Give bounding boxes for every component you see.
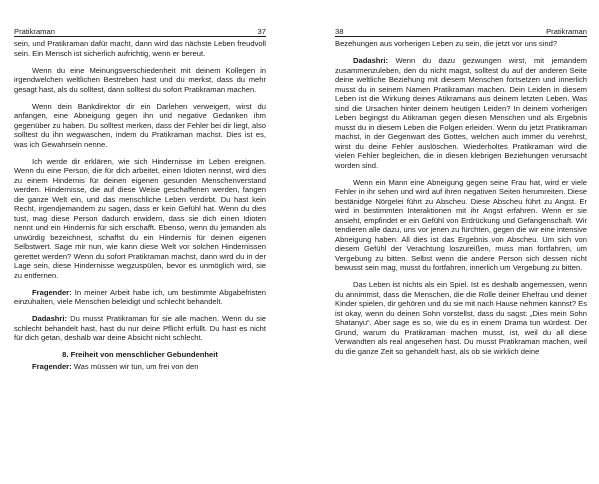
- right-page: [335, 27, 587, 356]
- question-paragraph: [14, 288, 266, 307]
- page-number: 38: [335, 27, 344, 36]
- paragraph: Das Leben ist nichts als ein Spiel. Ist es deshalb angemessen, wenn du annimmst, dass die Menschen, die die Rolle deiner Ehefrau und deiner Kinder spielen, dir gehören und du sie mit nach Hause nehmen kannst? Es ist okay, wenn du deinen Sohn vorstellst, dass du sagst: „Dies mein Sohn Shatanyu“. Aber sage es so, wie du es in einem Drama tun würdest. Der Grund, warum du Pratikraman machen musst, ist, weil du all diese Verwandten als real angesehen hast. Du musst Pratikraman machen, weil du die ganze Zeit so gehandelt hast, als ob sie wirklich deine: [335, 280, 588, 356]
- speaker-label: Dadashri:: [32, 314, 68, 323]
- question-text: In meiner Arbeit habe ich, um bestimmte Abgabefristen einzuhalten, viele Menschen beleidigt und schlecht behandelt.: [14, 287, 266, 306]
- paragraph: Ich werde dir erklären, wie sich Hindernisse im Leben ereignen. Wenn du eine Person, die für dich arbeitet, einen Idioten nennst, wird dies zu einem Hindernis für deinen eigenen gesunden Menschenverstand werden. Hindernisse, die auf diese Weise geschaffenen werden, fangen die ganze Welt ein, und das menschliche Leben verdirbt. Du hast kein Recht, irgendjemandem zu sagen, dass er kein Gefühl hat. Wenn du dies tust, mag diese Person dadurch erwidern, dass sie dich einen Idioten nennt und ein Hindernis für sich erschafft. Ebenso, wenn du jemanden als unwürdig bezeichnest, schaffst du ein Hindernis für deinen eigenen Selbstwert. Sage mir nun, wie kann diese Welt vor solchen Hindernissen gerettet werden? Wenn du sofort Pratikraman machst, dann wird du in der Lage sein, diese Hindernisse wegzuspülen, bevor es unmöglich wird, sie zu entfernen.: [14, 156, 266, 280]
- answer-paragraph: [335, 56, 587, 170]
- answer-text: Du musst Pratikraman für sie alle machen. Wenn du sie schlecht behandelt hast, hast du nur deine Pflicht erfüllt. Du hast es nicht für dich getan, deshalb war deine Absicht nicht schlecht.: [14, 314, 266, 342]
- paragraph: Wenn dein Bankdirektor dir ein Darlehen verweigert, wirst du anfangen, eine Abneigung gegen ihn und negative Gedanken ihm gegenüber zu haben. Du solltest merken, dass der Fehler bei dir liegt, also solltest du ihn wegwaschen, indem du Pratikraman machst. Dies ist es, was ich Gewahrsein nenne.: [14, 101, 266, 149]
- question-paragraph: [14, 362, 266, 372]
- question-text: Was müssen wir tun, um frei von den: [71, 362, 199, 371]
- speaker-label: Fragender:: [32, 287, 72, 297]
- left-page-header: [14, 27, 266, 37]
- answer-paragraph: [14, 314, 266, 343]
- paragraph: sein, und Pratikraman dafür macht, dann wird das nächste Leben freudvoll sein. Ein Mensch ist sicherlich aufrichtig, wenn er bereut.: [14, 39, 266, 58]
- section-heading: 8. Freiheit von menschlicher Gebundenheit: [62, 349, 218, 359]
- paragraph: Bezehungen aus vorherigen Leben zu sein, die jetzt vor uns sind?: [335, 39, 558, 48]
- paragraph: Wenn du eine Meinungsverschiedenheit mit deinem Kollegen in irgendwelchen weltlichen Bestreben hast und du merkst, dass du mehr gesagt hast, als du solltest, dann solltest du sofort Pratikraman machen.: [14, 65, 266, 94]
- page-number: 37: [257, 27, 266, 36]
- speaker-label: Dadashri:: [353, 56, 389, 65]
- paragraph: Wenn ein Mann eine Abneigung gegen seine Frau hat, wird er viele Fehler in ihr sehen und wird auf ihren negativen Seiten herumreiten. Diese bestänidge Nörgelei führt zu Abscheu. Diese Abscheu führt zu Angst. Er wird in bestimmten Interaktionen mit ihr Angst erfahren. Wenn er sie ansieht, empfindet er ein Gefühl von Erdrückung und Gefangenschaft. Wir tendieren alle dazu, uns vor jenen zu fürchten, gegen die wir eine intensive Abneigung haben. All dies ist das Ergebnis von Abscheu. Um sich von diesem Gefühl der Verachtung loszureißen, muss man fortfahren, um Vergebung zu bitten. Selbst wenn die andere Person sich dessen nicht bewusst sein mag, musst du fortfahren, innerlich um Vergebung zu bitten.: [335, 177, 587, 272]
- running-title: Pratikraman: [546, 27, 587, 36]
- running-title: Pratikraman: [14, 27, 55, 36]
- answer-text: Wenn du dazu gezwungen wirst, mit jemandem zusammenzuleben, den du nicht magst, solltest du auf der anderen Seite deine weltliche Beziehung mit diesem Menschen fortsetzen und innerlich musst du in seinem Namen Pratikraman machen. Dein Leiden in diesem Leben ist die Wirkung deines Atikramans aus deinem letzten Leben. Was sind die Ursachen hinter deinem heutigen Leiden? In deinem vorherigen Leben begingst du Atikraman gegen diesen Menschen und als Ergebnis musst du in diesem Leben die Folgen erleiden. Wenn du jetzt Pratikraman machst, in der Gegenwart des Gottes, welchen auch immer du verehrst, wirst du deine Fehler auslöschen. Wiederholtes Pratikraman wird die vielen Fehler begleichen, die in diesen klebrigen Beziehungen verursacht worden sind.: [335, 56, 587, 170]
- left-page: [14, 27, 266, 372]
- right-page-header: [335, 27, 587, 37]
- speaker-label: Fragender:: [32, 362, 72, 371]
